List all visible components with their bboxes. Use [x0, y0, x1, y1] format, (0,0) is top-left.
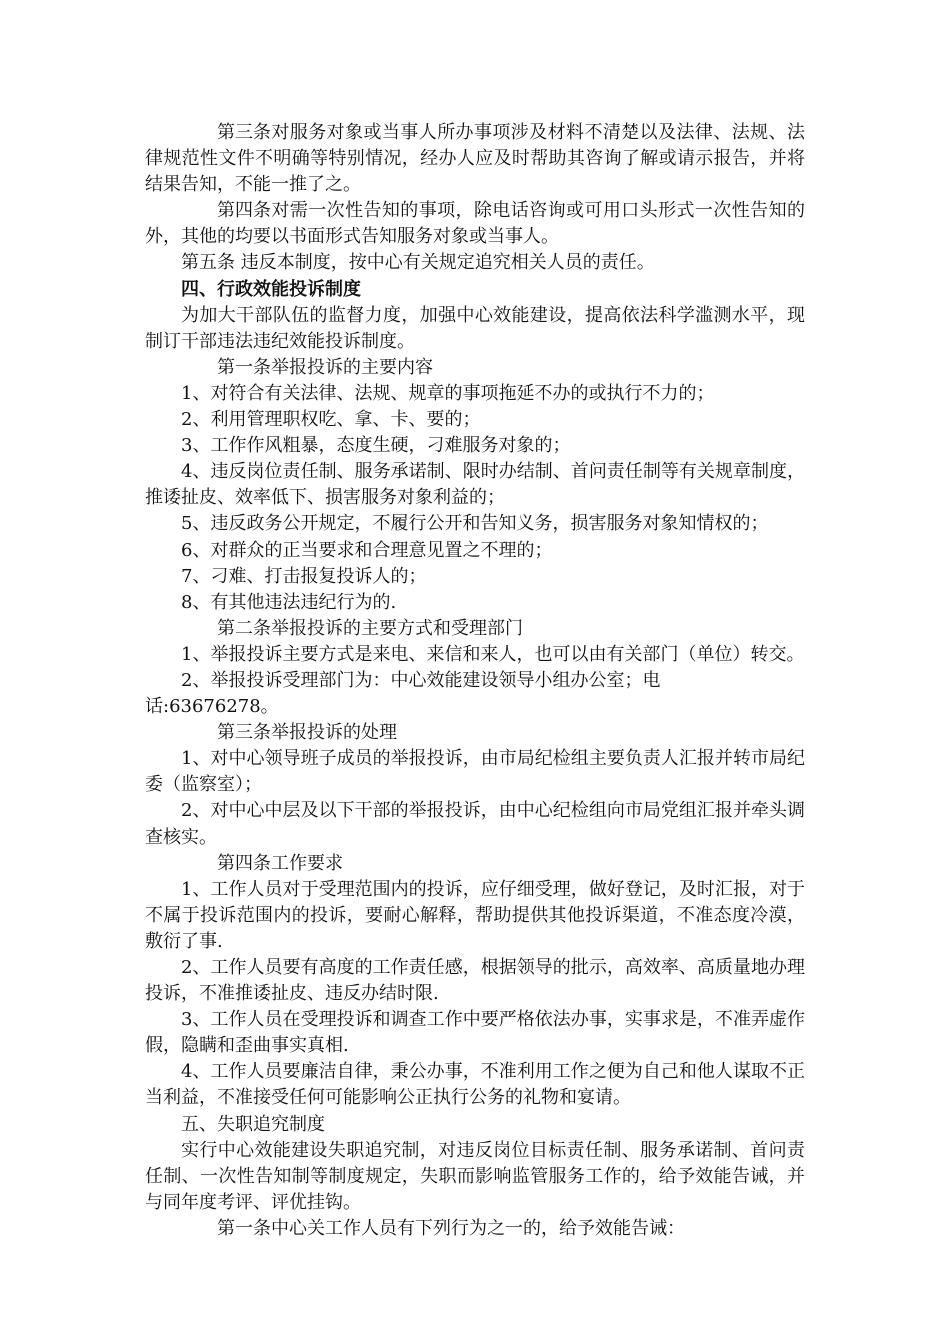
- clause-label: 第二条: [217, 617, 271, 639]
- article-1-title: [145, 1216, 805, 1242]
- clause-3-paragraph: [145, 120, 805, 198]
- paragraph-text: 对需一次性告知的事项，除电话咨询或可用口头形式一次性告知的外，其他的均要以书面形式告知服务对象或当事人。: [145, 200, 805, 248]
- document-page: [145, 120, 805, 1242]
- list-item: 5、违反政务公开规定，不履行公开和告知义务，损害服务对象知情权的；: [181, 513, 769, 535]
- article-2-title: [145, 616, 805, 642]
- list-item: 1、工作人员对于受理范围内的投诉，应仔细受理，做好登记，及时汇报，对于不属于投诉范围内的投诉，要耐心解释，帮助提供其他投诉渠道，不准态度冷漠，敷衍了事.: [145, 878, 805, 952]
- article-3-title: [145, 720, 805, 746]
- paragraph-text: 举报投诉的主要内容: [271, 356, 433, 378]
- list-item: 4、工作人员要廉洁自律，秉公办事，不准利用工作之便为自己和他人谋取不正当利益，不准接受任何可能影响公正执行公务的礼物和宴请。: [145, 1061, 805, 1109]
- article-4-title: [145, 851, 805, 877]
- list-item: 4、违反岗位责任制、服务承诺制、限时办结制、首问责任制等有关规章制度，推诿扯皮、效率低下、损害服务对象利益的；: [145, 461, 805, 509]
- clause-label: 第三条: [217, 122, 271, 143]
- list-item: 2、工作人员要有高度的工作责任感，根据领导的批示，高效率、高质量地办理投诉，不准推诿扯皮、违反办结时限.: [145, 957, 805, 1005]
- paragraph-text: 工作要求: [271, 852, 343, 874]
- section-intro-paragraph: 为加大干部队伍的监督力度，加强中心效能建设，提高依法科学滥测水平，现制订干部违法违纪效能投诉制度。: [145, 304, 805, 352]
- clause-4-paragraph: [145, 198, 805, 250]
- paragraph-text: 举报投诉的处理: [271, 722, 397, 744]
- section-heading-5: 五、失职追究制度: [181, 1113, 325, 1135]
- list-item: 3、工作作风粗暴，态度生硬，刁难服务对象的；: [181, 435, 571, 457]
- paragraph-text: 举报投诉的主要方式和受理部门: [271, 617, 523, 639]
- clause-label: 第一条: [217, 356, 271, 378]
- list-item: 1、举报投诉主要方式是来电、来信和来人，也可以由有关部门（单位）转交。: [181, 643, 805, 665]
- clause-label: 第四条: [217, 852, 271, 874]
- paragraph-text: 对服务对象或当事人所办事项涉及材料不清楚以及法律、法规、法律规范性文件不明确等特别情况，经办人应及时帮助其咨询了解或请示报告，并将结果告知，不能一推了之。: [145, 122, 805, 196]
- list-item-continuation: 话:63676278。: [145, 696, 279, 718]
- list-item: 6、对群众的正当要求和合理意见置之不理的；: [181, 539, 553, 561]
- list-item: 2、对中心中层及以下干部的举报投诉，由中心纪检组向市局党组汇报并牵头调查核实。: [145, 800, 805, 848]
- section-intro-paragraph: 实行中心效能建设失职追究制，对违反岗位目标责任制、服务承诺制、首问责任制、一次性告知制等制度规定，失职而影响监管服务工作的，给予效能告诫，并与同年度考评、评优挂钩。: [145, 1139, 805, 1213]
- list-item: 1、对符合有关法律、法规、规章的事项拖延不办的或执行不力的；: [181, 382, 715, 404]
- article-1-title: [145, 355, 805, 381]
- paragraph-text: 中心关工作人员有下列行为之一的，给予效能告诫：: [271, 1217, 685, 1239]
- clause-label: 第三条: [217, 722, 271, 744]
- clause-label: 第一条: [217, 1217, 271, 1239]
- list-item: 2、举报投诉受理部门为：中心效能建设领导小组办公室；电: [181, 669, 661, 691]
- list-item: 1、对中心领导班子成员的举报投诉，由市局纪检组主要负责人汇报并转市局纪委（监察室）；: [145, 748, 805, 796]
- list-item: 3、工作人员在受理投诉和调查工作中要严格依法办事，实事求是，不准弄虚作假，隐瞒和歪曲事实真相.: [145, 1009, 805, 1057]
- list-item: 7、刁难、打击报复投诉人的；: [181, 565, 427, 587]
- list-item: 2、利用管理职权吃、拿、卡、要的；: [181, 409, 481, 431]
- list-item: 8、有其他违法违纪行为的.: [181, 591, 397, 613]
- clause-label: 第四条: [217, 200, 271, 222]
- section-heading-4: 四、行政效能投诉制度: [181, 278, 361, 300]
- clause-5-paragraph: 第五条 违反本制度，按中心有关规定追究相关人员的责任。: [181, 252, 655, 274]
